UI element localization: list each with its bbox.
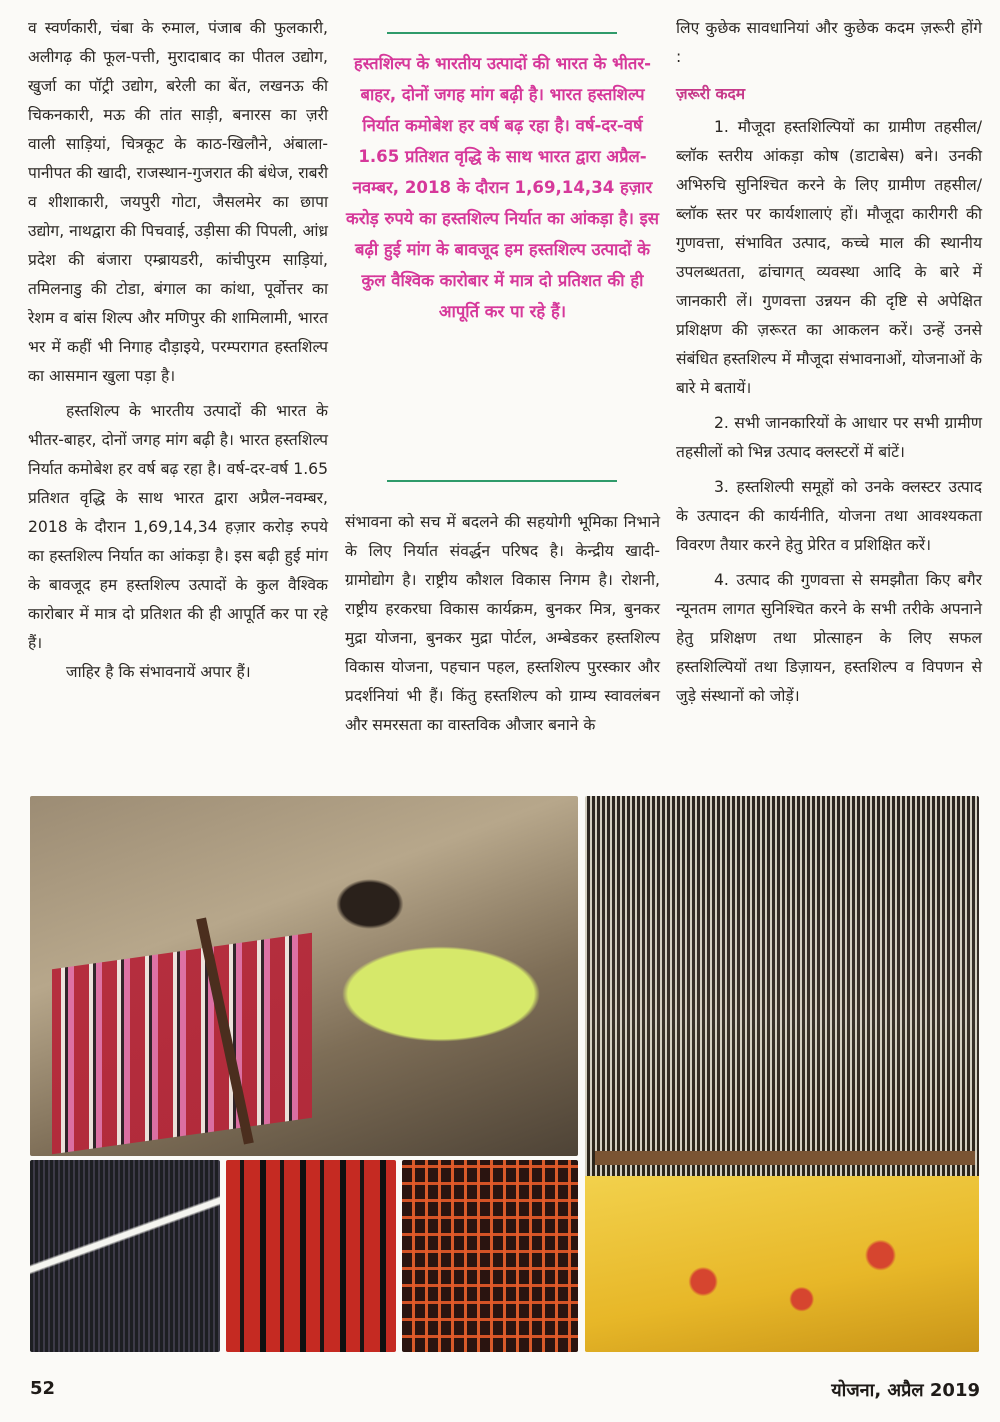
photo-patterned-textile xyxy=(402,1160,578,1352)
pull-quote-top-rule xyxy=(387,32,617,34)
middle-paragraph-1: संभावना को सच में बदलने की सहयोगी भूमिका निभाने के लिए निर्यात संवर्द्धन परिषद है। केन्द्रीय खादी-ग्रामोद्योग है। राष्ट्रीय कौशल विकास निगम है। रोशनी, राष्ट्रीय हरकरघा विकास कार्यक्रम, बुनकर मित्र, बुनकर मुद्रा योजना, बुनकर मुद्रा पोर्टल, अम्बेडकर हस्तशिल्प विकास योजना, पहचान पहल, हस्तशिल्प पुरस्कार और प्रदर्शनियां भी हैं। किंतु हस्तशिल्प को ग्राम्य स्वावलंबन और समरसता का वास्तविक औजार बनाने के xyxy=(345,513,660,734)
issue-label: योजना, अप्रैल 2019 xyxy=(831,1380,980,1401)
photo-loom-yellow-fabric xyxy=(585,796,979,1352)
right-column xyxy=(676,14,982,711)
left-column xyxy=(28,14,328,687)
step-2: 2. सभी जानकारियों के आधार पर सभी ग्रामीण तहसीलों को भिन्न उत्पाद क्लस्टरों में बांटें। xyxy=(676,414,982,461)
step-3: 3. हस्तशिल्पी समूहों को उनके क्लस्टर उत्पाद के उत्पादन की कार्यनीति, योजना तथा आवश्यकता विवरण तैयार करने हेतु प्रेरित व प्रशिक्षित करें। xyxy=(676,478,982,554)
right-intro: लिए कुछेक सावधानियां और कुछेक कदम ज़रूरी होंगे : xyxy=(676,19,982,66)
middle-column xyxy=(345,508,660,740)
photo-woman-weaving xyxy=(30,796,578,1156)
page-number: 52 xyxy=(30,1378,56,1399)
left-paragraph-2: हस्तशिल्प के भारतीय उत्पादों की भारत के भीतर-बाहर, दोनों जगह मांग बढ़ी है। भारत हस्तशिल्प निर्यात कमोबेश हर वर्ष बढ़ रहा है। वर्ष-दर-वर्ष 1.65 प्रतिशत वृद्धि के साथ भारत द्वारा अप्रैल-नवम्बर, 2018 के दौरान 1,69,14,34 हज़ार करोड़ रुपये का हस्तशिल्प निर्यात का आंकड़ा है। इस बढ़ी हुई मांग के बावजूद हम हस्तशिल्प उत्पादों के कुल वैश्विक कारोबार में मात्र दो प्रतिशत की ही आपूर्ति कर पा रहे हैं। xyxy=(28,402,328,652)
photo-red-black-weave xyxy=(226,1160,396,1352)
section-heading: ज़रूरी कदम xyxy=(676,85,746,103)
yellow-fabric xyxy=(585,1176,979,1352)
pull-quote-bottom-rule xyxy=(387,480,617,482)
pull-quote: हस्तशिल्प के भारतीय उत्पादों की भारत के भीतर-बाहर, दोनों जगह मांग बढ़ी है। भारत हस्तशिल्प निर्यात कमोबेश हर वर्ष बढ़ रहा है। वर्ष-दर-वर्ष 1.65 प्रतिशत वृद्धि के साथ भारत द्वारा अप्रैल-नवम्बर, 2018 के दौरान 1,69,14,34 हज़ार करोड़ रुपये का हस्तशिल्प निर्यात का आंकड़ा है। इस बढ़ी हुई मांग के बावजूद हम हस्तशिल्प उत्पादों के कुल वैश्विक कारोबार में मात्र दो प्रतिशत की ही आपूर्ति कर पा रहे हैं। xyxy=(345,54,660,321)
photo-loom-detail xyxy=(30,1160,220,1352)
pull-quote-box xyxy=(345,18,660,493)
left-paragraph-3: जाहिर है कि संभावनायें अपार हैं। xyxy=(66,663,251,681)
left-paragraph-1: व स्वर्णकारी, चंबा के रुमाल, पंजाब की फुलकारी, अलीगढ़ की फूल-पत्ती, मुरादाबाद का पीतल उद्योग, खुर्जा का पॉट्री उद्योग, बरेली का बेंत, लखनऊ की चिकनकारी, मऊ की तांत साड़ी, बनारस का ज़री वाली साड़ियां, चित्रकूट के काठ-खिलौने, अंबाला-पानीपत की खादी, राजस्थान-गुजरात की बंधेज, राबरी व शीशाकारी, जयपुरी गोटा, जैसलमेर का छापा उद्योग, नाथद्वारा की पिचवाई, उड़ीसा की पिपली, आंध्र प्रदेश की बंजारा एम्ब्रायडरी, कांचीपुरम साड़ियां, तमिलनाडु की टोडा, बंगाल का कांथा, पूर्वोत्तर का रेशम व बांस शिल्प और मणिपुर की शामिलामी, भारत भर में कहीं भी निगाह दौड़ाइये, परम्परागत हस्तशिल्प का आसमान खुला पड़ा है। xyxy=(28,19,328,385)
loom-beam xyxy=(595,1151,975,1165)
striped-cloth xyxy=(52,933,312,1155)
step-1: 1. मौजूदा हस्तशिल्पियों का ग्रामीण तहसील/ब्लॉक स्तरीय आंकड़ा कोष (डाटाबेस) बने। उनकी अभिरुचि सुनिश्चित करने के लिए ग्रामीण तहसील/ब्लॉक स्तर पर कार्यशालाएं हों। मौजूदा कारीगरी की गुणवत्ता, संभावित उत्पाद, कच्चे माल की स्थानीय उपलब्धतता, ढांचागत् व्यवस्था आदि के बारे में जानकारी लें। गुणवत्ता उन्नयन की दृष्टि से अपेक्षित प्रशिक्षण की ज़रूरत का आकलन करें। उन्हें उनसे संबंधित हस्तशिल्प में मौजूदा संभावनाओं, योजनाओं के बारे मे बतायें। xyxy=(676,118,982,397)
step-4: 4. उत्पाद की गुणवत्ता से समझौता किए बगैर न्यूनतम लागत सुनिश्चित करने के सभी तरीके अपनाने हेतु प्रशिक्षण तथा प्रोत्साहन के लिए सफल हस्तशिल्पियों तथा डिज़ायन, हस्तशिल्प व विपणन से जुड़े संस्थानों को जोड़ें। xyxy=(676,571,982,705)
